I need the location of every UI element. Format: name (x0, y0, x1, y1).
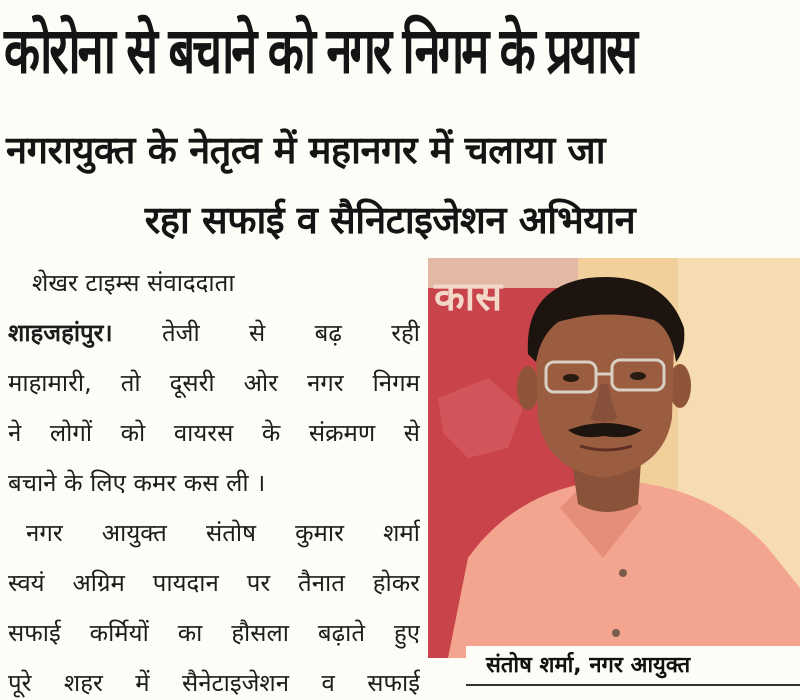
shirt-button-2 (612, 629, 620, 637)
portrait-illustration (428, 258, 800, 658)
headline: कोरोना से बचाने को नगर निगम के प्रयास (4, 14, 636, 89)
dateline: शाहजहांपुर। (8, 319, 113, 347)
right-eye (630, 372, 646, 380)
subheadline-line-2: रहा सफाई व सैनिटाइजेशन अभियान (144, 198, 636, 242)
byline: शेखर टाइम्स संवाददाता (32, 269, 235, 297)
body-line-4: बचाने के लिए कमर कस ली । (8, 469, 266, 497)
portrait-photo (428, 258, 800, 658)
banner-text: कास (434, 274, 503, 320)
body-line-1-text: तेजी से बढ़ रही (161, 319, 420, 347)
body-line-1 (8, 308, 420, 358)
body-line-8: पूरे शहर में सैनेटाइजेशन व सफाई (8, 669, 420, 697)
left-ear (517, 366, 539, 410)
body-line-6: स्वयं अग्रिम पायदान पर तैनात होकर (8, 569, 420, 597)
body-line-5: नगर आयुक्त संतोष कुमार शर्मा (26, 519, 420, 547)
body-line-3: ने लोगों को वायरस के संक्रमण से (8, 419, 420, 447)
body-line-7: सफाई कर्मियों का हौसला बढ़ाते हुए (8, 619, 420, 647)
article-body (8, 258, 420, 700)
left-eye (563, 374, 579, 382)
shirt-button (619, 569, 627, 577)
subheadline-line-1: नगरायुक्त के नेतृत्व में महानगर में चलाया जा (6, 128, 606, 172)
body-line-2: माहामारी, तो दूसरी ओर नगर निगम (8, 369, 420, 397)
photo-caption: संतोष शर्मा, नगर आयुक्त (466, 646, 800, 686)
